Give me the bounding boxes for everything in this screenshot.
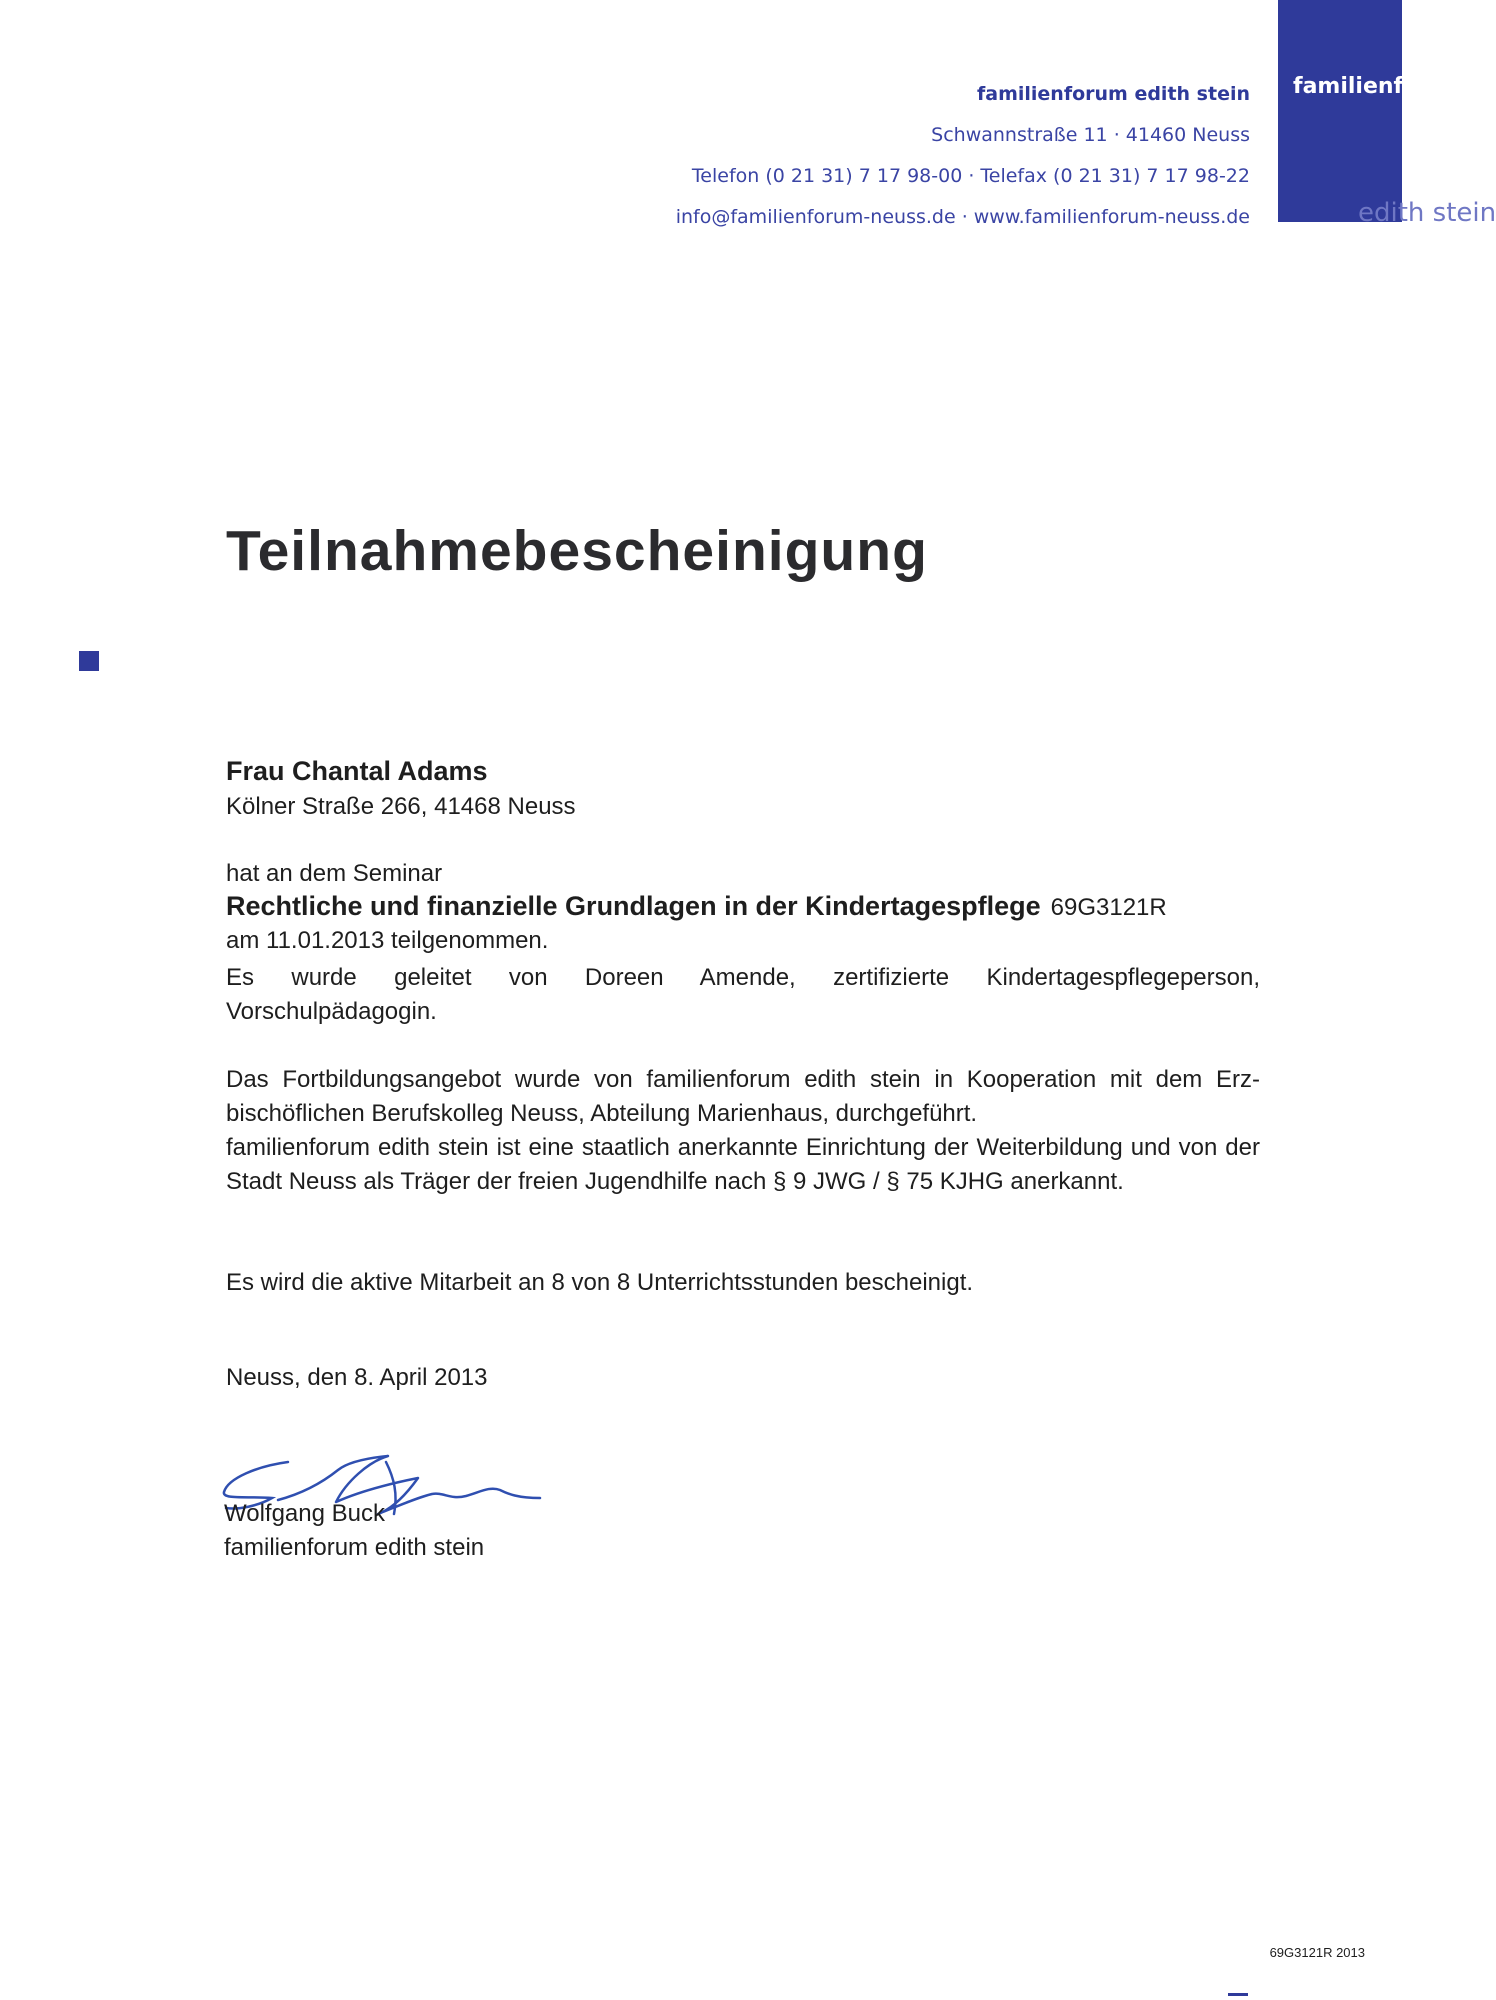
signatory-org: familienforum edith stein — [224, 1534, 485, 1561]
recipient-address: Kölner Straße 266, 41468 Neuss — [226, 793, 576, 820]
footer-dash — [1228, 1993, 1248, 1996]
letterhead-phone: Telefon (0 21 31) 7 17 98-00 · Telefax (0 21 31) 7 17 98-22 — [691, 165, 1250, 187]
seminar-date: am 11.01.2013 teilgenommen. — [226, 927, 549, 954]
recipient-name: Frau Chantal Adams — [226, 756, 488, 786]
seminar-code: 69G3121R — [1050, 894, 1167, 921]
signatory-name: Wolfgang Buck — [224, 1500, 385, 1527]
logo-block — [1278, 0, 1496, 228]
letterhead-org: familienforum edith stein — [976, 83, 1250, 105]
seminar-intro: hat an dem Seminar — [226, 860, 443, 887]
logo-sub: edith stein — [1358, 198, 1496, 228]
letterhead — [676, 74, 1250, 238]
letterhead-address: Schwannstraße 11 · 41460 Neuss — [931, 124, 1250, 146]
paragraph-recognition: familienforum edith stein ist eine staatlich anerkannte Einrichtung der Weiterbildung und von der Stadt Neuss als Träger der freien Jugendhilfe nach § 9 JWG / § 75 KJHG anerkannt. — [226, 1134, 1260, 1195]
seminar-title-line — [226, 891, 1167, 922]
footer-code: 69G3121R 2013 — [1269, 1945, 1365, 1960]
logo-word: familienforum — [1293, 74, 1468, 99]
place-date: Neuss, den 8. April 2013 — [226, 1364, 488, 1391]
paragraph-cooperation: Das Fortbildungsangebot wurde von familienforum edith stein in Kooperation mit dem Erz-bischöflichen Berufskolleg Neuss, Abteilung Marienhaus, durchgeführt. — [226, 1066, 1260, 1127]
blue-marker — [79, 651, 99, 671]
paragraph-attendance: Es wird die aktive Mitarbeit an 8 von 8 Unterrichtsstunden bescheinigt. — [226, 1269, 974, 1296]
seminar-name: Rechtliche und finanzielle Grundlagen in der Kindertagespflege — [226, 891, 1041, 921]
seminar-led-by: Es wurde geleitet von Doreen Amende, zertifizierte Kindertagespflegeperson, Vorschulpädagogin. — [226, 964, 1260, 1025]
document-title: Teilnahmebescheinigung — [226, 519, 928, 583]
letterhead-web: info@familienforum-neuss.de · www.familienforum-neuss.de — [675, 206, 1250, 228]
